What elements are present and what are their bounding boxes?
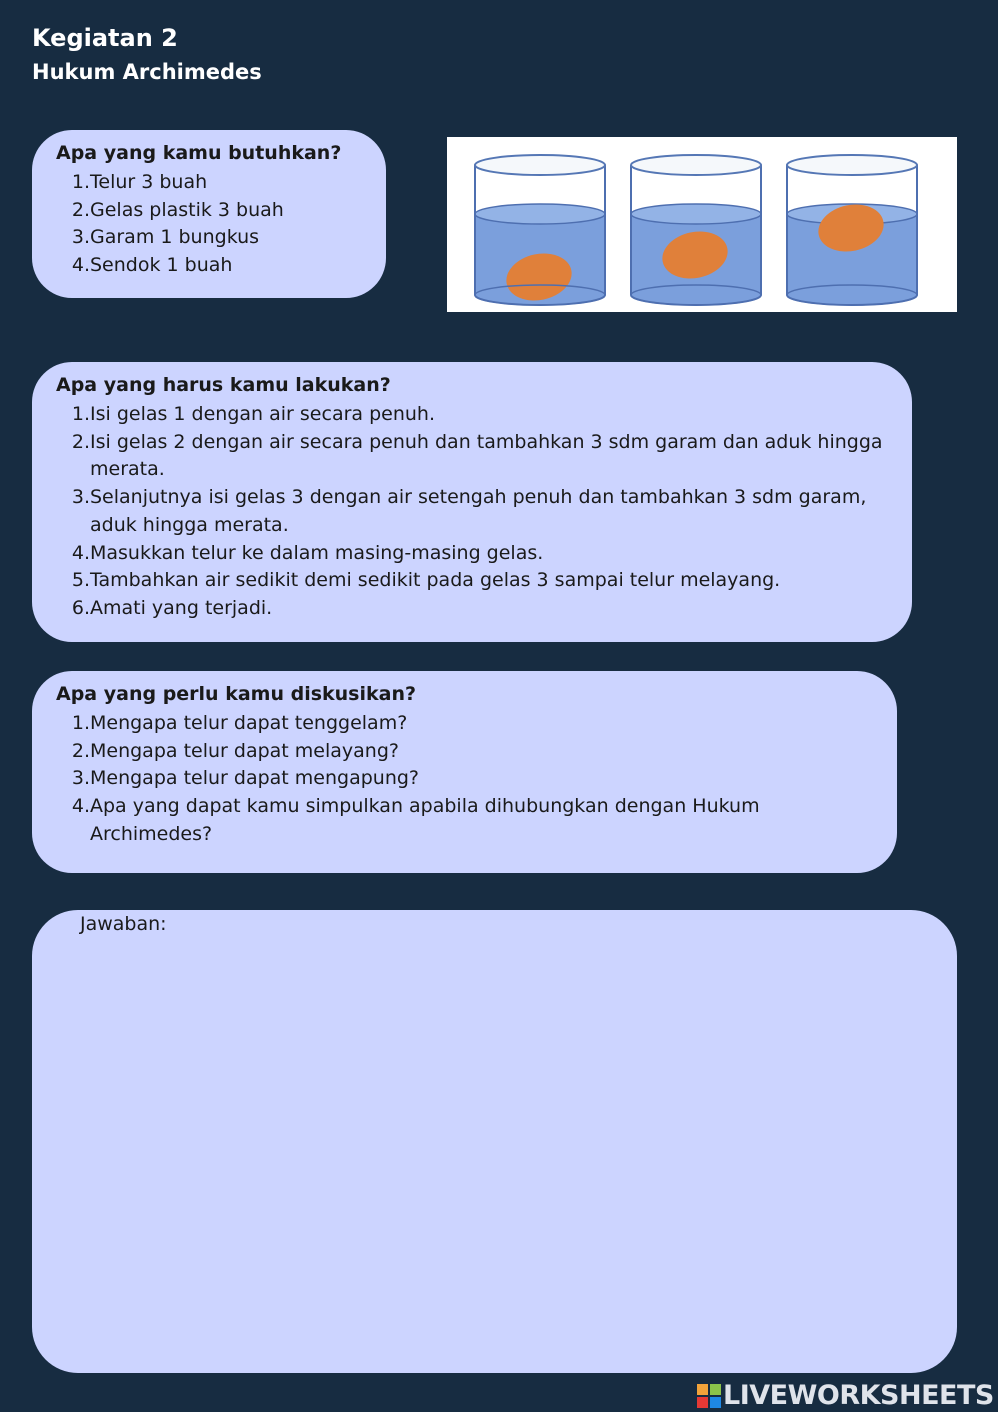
list-item xyxy=(56,710,883,738)
answer-label: Jawaban: xyxy=(80,913,167,935)
list-item xyxy=(56,252,372,280)
item-number: 5. xyxy=(71,569,90,592)
three-glasses-eggs-icon xyxy=(447,137,957,312)
glass-1 xyxy=(475,155,605,306)
item-number: 2. xyxy=(71,739,90,762)
item-text: Garam 1 bungkus xyxy=(90,226,260,249)
list-item xyxy=(56,197,372,225)
needs-heading: Apa yang kamu butuhkan? xyxy=(56,142,342,164)
item-text: Selanjutnya isi gelas 3 dengan air setengah penuh dan tambahkan 3 sdm garam, aduk hingga merata. xyxy=(90,486,867,536)
liveworksheets-logo-icon xyxy=(697,1384,721,1408)
item-text: Mengapa telur dapat mengapung? xyxy=(90,767,420,790)
item-text: Isi gelas 2 dengan air secara penuh dan tambahkan 3 sdm garam dan aduk hingga merata. xyxy=(90,430,883,481)
item-number: 4. xyxy=(71,254,90,277)
item-number: 4. xyxy=(71,541,90,564)
list-item xyxy=(56,224,372,252)
glass-2 xyxy=(631,155,761,305)
discuss-heading: Apa yang perlu kamu diskusikan? xyxy=(56,683,417,705)
item-text: Sendok 1 buah xyxy=(90,254,233,277)
item-number: 1. xyxy=(71,403,90,425)
glass-2-water-surface xyxy=(631,204,761,224)
list-item xyxy=(56,738,883,766)
glass-1-rim xyxy=(475,155,605,175)
steps-card xyxy=(32,362,912,642)
item-text: Amati yang terjadi. xyxy=(90,596,273,619)
list-item xyxy=(56,169,372,197)
glasses-illustration xyxy=(447,137,957,312)
steps-heading: Apa yang harus kamu lakukan? xyxy=(56,374,391,396)
needs-card xyxy=(32,130,386,298)
watermark-text: LIVEWORKSHEETS xyxy=(723,1380,994,1411)
item-text: Gelas plastik 3 buah xyxy=(90,198,284,221)
item-number: 3. xyxy=(71,226,90,249)
item-number: 4. xyxy=(71,795,90,818)
item-text: Tambahkan air sedikit demi sedikit pada gelas 3 sampai telur melayang. xyxy=(90,569,781,592)
item-text: Isi gelas 1 dengan air secara penuh. xyxy=(90,403,435,425)
glass-3 xyxy=(787,155,917,305)
item-text: Apa yang dapat kamu simpulkan apabila dihubungkan dengan Hukum Archimedes? xyxy=(90,795,760,845)
discuss-list xyxy=(56,710,883,849)
list-item xyxy=(56,793,883,848)
steps-list xyxy=(56,401,898,623)
item-number: 1. xyxy=(71,712,90,734)
list-item xyxy=(56,567,898,595)
item-number: 1. xyxy=(71,171,90,193)
list-item xyxy=(56,429,898,484)
item-number: 3. xyxy=(71,767,90,790)
glass-1-water-surface xyxy=(475,204,605,224)
list-item xyxy=(56,401,898,429)
needs-list xyxy=(56,169,372,280)
item-text: Mengapa telur dapat tenggelam? xyxy=(90,712,408,734)
page-subtitle: Hukum Archimedes xyxy=(32,60,262,84)
item-number: 3. xyxy=(71,486,90,509)
list-item xyxy=(56,595,898,623)
item-number: 6. xyxy=(71,596,90,619)
item-number: 2. xyxy=(71,198,90,221)
glass-2-rim xyxy=(631,155,761,175)
list-item xyxy=(56,540,898,568)
item-text: Telur 3 buah xyxy=(90,171,208,193)
discuss-card xyxy=(32,671,897,873)
answer-box[interactable] xyxy=(32,910,957,1373)
item-text: Masukkan telur ke dalam masing-masing gelas. xyxy=(90,541,544,564)
list-item xyxy=(56,484,898,539)
liveworksheets-watermark xyxy=(697,1380,994,1411)
glass-3-rim xyxy=(787,155,917,175)
list-item xyxy=(56,765,883,793)
page-title: Kegiatan 2 xyxy=(32,24,178,52)
item-text: Mengapa telur dapat melayang? xyxy=(90,739,399,762)
item-number: 2. xyxy=(71,430,90,453)
